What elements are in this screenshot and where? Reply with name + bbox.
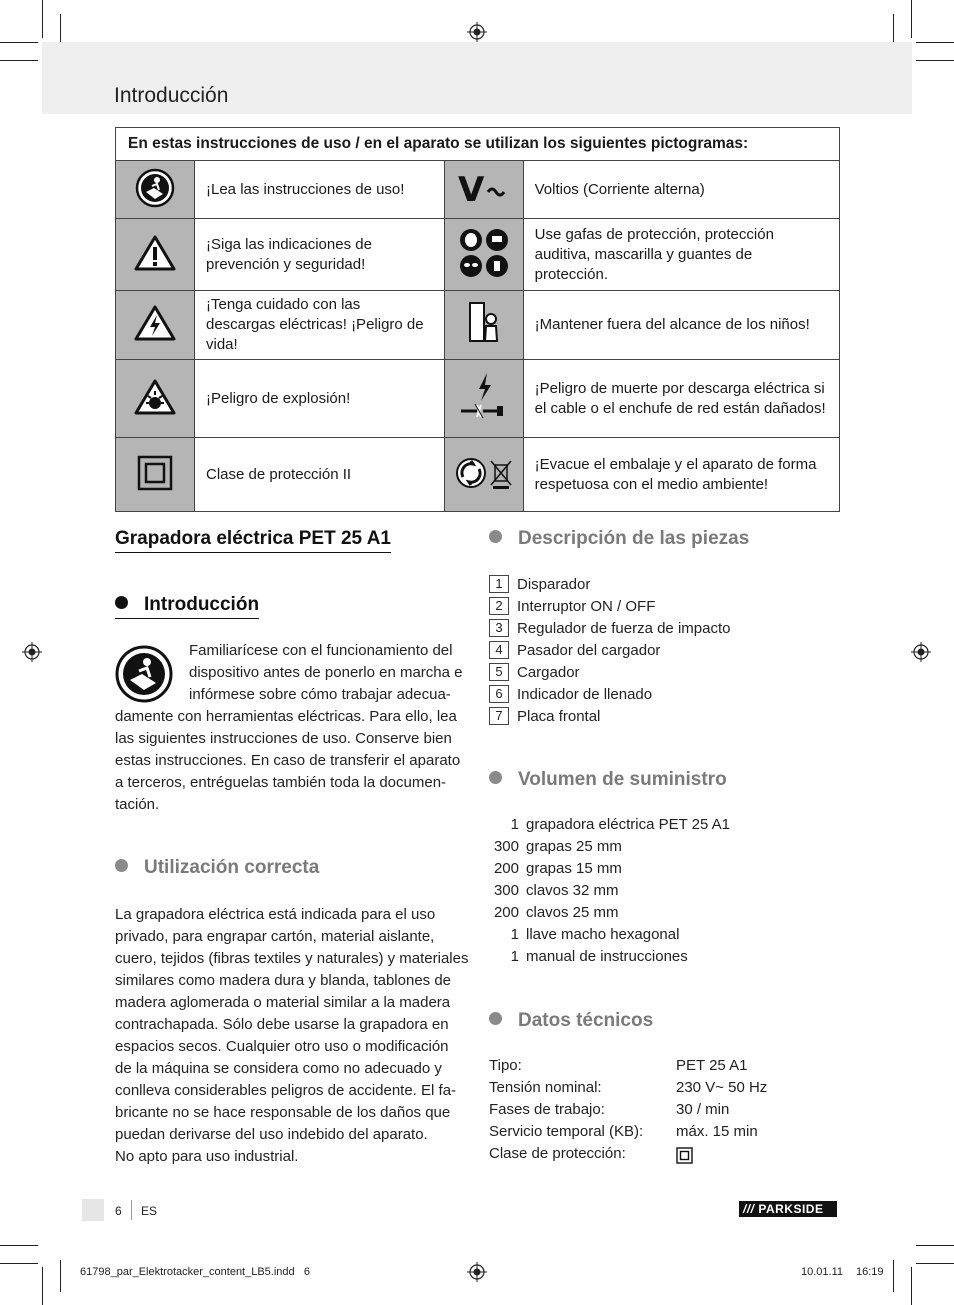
crop-mark: [0, 1245, 38, 1246]
explosion-warning-icon: [134, 378, 176, 416]
warning-triangle-icon: [134, 234, 176, 272]
usage-line: La grapadora eléctrica está indicada para el uso: [115, 906, 436, 923]
part-number: 7: [489, 707, 509, 725]
tech-label: Fases de trabajo:: [489, 1101, 605, 1118]
supply-qty: 200: [493, 860, 519, 877]
supply-item: clavos 32 mm: [526, 882, 619, 899]
recycling-icon: [455, 455, 513, 491]
table-row: [116, 360, 840, 438]
usage-line: privado, para engrapar cartón, material aislante,: [115, 928, 435, 945]
section-heading-text: Introducción: [144, 594, 260, 615]
tech-value: 30 / min: [676, 1101, 730, 1118]
bullet-icon: [489, 530, 502, 543]
crop-mark: [0, 1263, 38, 1264]
pictogram-text: ¡Tenga cuidado con las descargas eléctricas! ¡Peligro de vida!: [195, 291, 445, 360]
part-label: Placa frontal: [517, 708, 601, 725]
part-number: 5: [489, 663, 509, 681]
intro-line: las siguientes instrucciones de uso. Conserve bien: [115, 730, 452, 747]
registration-mark-icon: [467, 22, 487, 42]
bullet-icon: [489, 771, 502, 784]
supply-qty: 1: [510, 816, 519, 833]
usage-line: conlleva considerables peligros de accidente. El fa-: [115, 1082, 457, 1099]
table-row: [116, 219, 840, 291]
bullet-icon: [489, 1012, 502, 1025]
pictogram-text: Voltios (Corriente alterna): [523, 161, 839, 219]
supply-item: llave macho hexagonal: [526, 926, 680, 943]
supply-qty: 300: [493, 882, 519, 899]
crop-mark: [916, 1263, 954, 1264]
tech-value: máx. 15 min: [676, 1123, 758, 1140]
list-item: [489, 575, 590, 597]
pictogram-text: ¡Peligro de explosión!: [195, 360, 445, 438]
volts-ac-icon: [454, 168, 514, 208]
section-heading-text: Datos técnicos: [518, 1010, 654, 1031]
tech-value: 230 V~ 50 Hz: [676, 1079, 768, 1096]
pictogram-table-heading: En estas instrucciones de uso / en el aparato se utilizan los siguientes pictogramas:: [116, 128, 840, 161]
pictogram-text: ¡Siga las indicaciones de prevención y seguridad!: [195, 219, 445, 291]
intro-line: estas instrucciones. En caso de transferir el aparato: [115, 752, 461, 769]
usage-line: contrachapada. Sólo debe usarse la grapadora en: [115, 1016, 449, 1033]
list-item: [489, 641, 660, 663]
page-title: Introducción: [114, 84, 229, 107]
intro-line: tación.: [115, 796, 160, 813]
tech-label: Servicio temporal (KB):: [489, 1123, 644, 1140]
part-number: 4: [489, 641, 509, 659]
pictogram-table: [115, 127, 840, 512]
intro-line: damente con herramientas eléctricas. Para ello, lea: [115, 708, 457, 725]
part-number: 2: [489, 597, 509, 615]
brand-logo: [739, 1201, 837, 1217]
divider: [131, 1200, 132, 1220]
crop-mark: [42, 1267, 43, 1305]
pictogram-text: Use gafas de protección, protección auditiva, mascarilla y guantes de protección.: [523, 219, 839, 291]
print-date: 10.01.11: [801, 1266, 844, 1278]
part-number: 6: [489, 685, 509, 703]
usage-line: puedan derivarse del uso indebido del aparato.: [115, 1126, 428, 1143]
section-heading-parts: [489, 528, 749, 550]
manual-read-icon: [115, 645, 173, 703]
usage-line: No apto para uso industrial.: [115, 1148, 299, 1165]
protection-class-ii-icon: [676, 1147, 693, 1164]
crop-mark: [911, 0, 912, 38]
page-number: 6: [115, 1204, 122, 1218]
intro-line: infórmese sobre cómo trabajar adecua-: [189, 686, 451, 703]
supply-item: manual de instrucciones: [526, 948, 688, 965]
crop-mark: [0, 42, 38, 43]
pictogram-text: ¡Evacue el embalaje y el aparato de forma respetuosa con el medio ambiente!: [523, 438, 839, 512]
usage-line: bricante no se hace responsable de los daños que: [115, 1104, 451, 1121]
usage-line: similares como madera dura y blanda, tablones de: [115, 972, 452, 989]
keep-away-children-icon: [464, 299, 504, 347]
supply-item: grapadora eléctrica PET 25 A1: [526, 816, 731, 833]
crop-mark: [916, 1245, 954, 1246]
pictogram-text: ¡Lea las instrucciones de uso!: [195, 161, 445, 219]
part-label: Pasador del cargador: [517, 642, 661, 659]
bullet-icon: [115, 596, 128, 609]
registration-mark-icon: [467, 1262, 487, 1282]
part-label: Interruptor ON / OFF: [517, 598, 656, 615]
list-item: [489, 685, 652, 707]
file-name: 61798_par_Elektrotacker_content_LB5.indd 6: [80, 1266, 310, 1278]
tech-label: Clase de protección:: [489, 1145, 626, 1162]
usage-line: de la máquina se considera como no adecuado y: [115, 1060, 442, 1077]
tech-label: Tipo:: [489, 1057, 522, 1074]
pictogram-text: Clase de protección II: [195, 438, 445, 512]
supply-qty: 200: [493, 904, 519, 921]
tech-label: Tensión nominal:: [489, 1079, 602, 1096]
pictogram-text: ¡Mantener fuera del alcance de los niños!: [523, 291, 839, 360]
supply-item: grapas 25 mm: [526, 838, 622, 855]
tech-value: PET 25 A1: [676, 1057, 748, 1074]
svg-text:V: V: [457, 169, 484, 208]
section-heading-usage: [115, 857, 319, 879]
section-heading-introduction: [115, 594, 259, 619]
part-label: Cargador: [517, 664, 580, 681]
footer-marker: [82, 1199, 104, 1221]
section-heading-text: Descripción de las piezas: [518, 528, 750, 549]
electric-shock-warning-icon: [134, 304, 176, 342]
section-heading-supply: [489, 769, 727, 791]
crop-mark: [0, 60, 38, 61]
section-heading-tech: [489, 1010, 653, 1032]
brand-logo-text: PARKSIDE: [758, 1202, 824, 1216]
part-label: Indicador de llenado: [517, 686, 653, 703]
supply-qty: 1: [510, 926, 519, 943]
part-number: 3: [489, 619, 509, 637]
protection-class-ii-icon: [137, 455, 173, 491]
pictogram-text: ¡Peligro de muerte por descarga eléctrica si el cable o el enchufe de red están dañados!: [523, 360, 839, 438]
crop-mark: [911, 1267, 912, 1305]
intro-line: Familiarícese con el funcionamiento del: [189, 642, 453, 659]
print-time: 16:19: [856, 1266, 884, 1278]
crop-mark: [42, 0, 43, 38]
section-heading-text: Utilización correcta: [144, 857, 320, 878]
protective-equipment-icon: [457, 227, 511, 279]
brand-logo-slashes: ///: [743, 1202, 755, 1216]
crop-mark: [916, 60, 954, 61]
table-row: [116, 438, 840, 512]
list-item: [489, 597, 655, 619]
damaged-cable-icon: [459, 371, 509, 423]
manual-read-icon: [135, 168, 175, 208]
part-label: Disparador: [517, 576, 591, 593]
crop-mark: [916, 42, 954, 43]
supply-qty: 1: [510, 948, 519, 965]
usage-line: madera aglomerada o material similar a la madera: [115, 994, 451, 1011]
usage-line: espacios secos. Cualquier otro uso o modificación: [115, 1038, 449, 1055]
intro-line: dispositivo antes de ponerlo en marcha e: [189, 664, 463, 681]
registration-mark-icon: [22, 642, 42, 662]
intro-line: a terceros, entréguelas también toda la documen-: [115, 774, 447, 791]
list-item: [489, 707, 600, 729]
language-code: ES: [141, 1204, 158, 1218]
product-title: Grapadora eléctrica PET 25 A1: [115, 528, 391, 553]
crop-mark: [60, 1260, 61, 1292]
bullet-icon: [115, 859, 128, 872]
part-number: 1: [489, 575, 509, 593]
part-label: Regulador de fuerza de impacto: [517, 620, 731, 637]
table-row: [116, 291, 840, 360]
section-heading-text: Volumen de suministro: [518, 769, 727, 790]
supply-item: grapas 15 mm: [526, 860, 622, 877]
list-item: [489, 619, 730, 641]
table-row: [116, 161, 840, 219]
supply-qty: 300: [493, 838, 519, 855]
crop-mark: [893, 1260, 894, 1292]
usage-line: cuero, tejidos (fibras textiles y naturales) y materiales: [115, 950, 469, 967]
list-item: [489, 663, 580, 685]
supply-item: clavos 25 mm: [526, 904, 619, 921]
registration-mark-icon: [911, 642, 931, 662]
